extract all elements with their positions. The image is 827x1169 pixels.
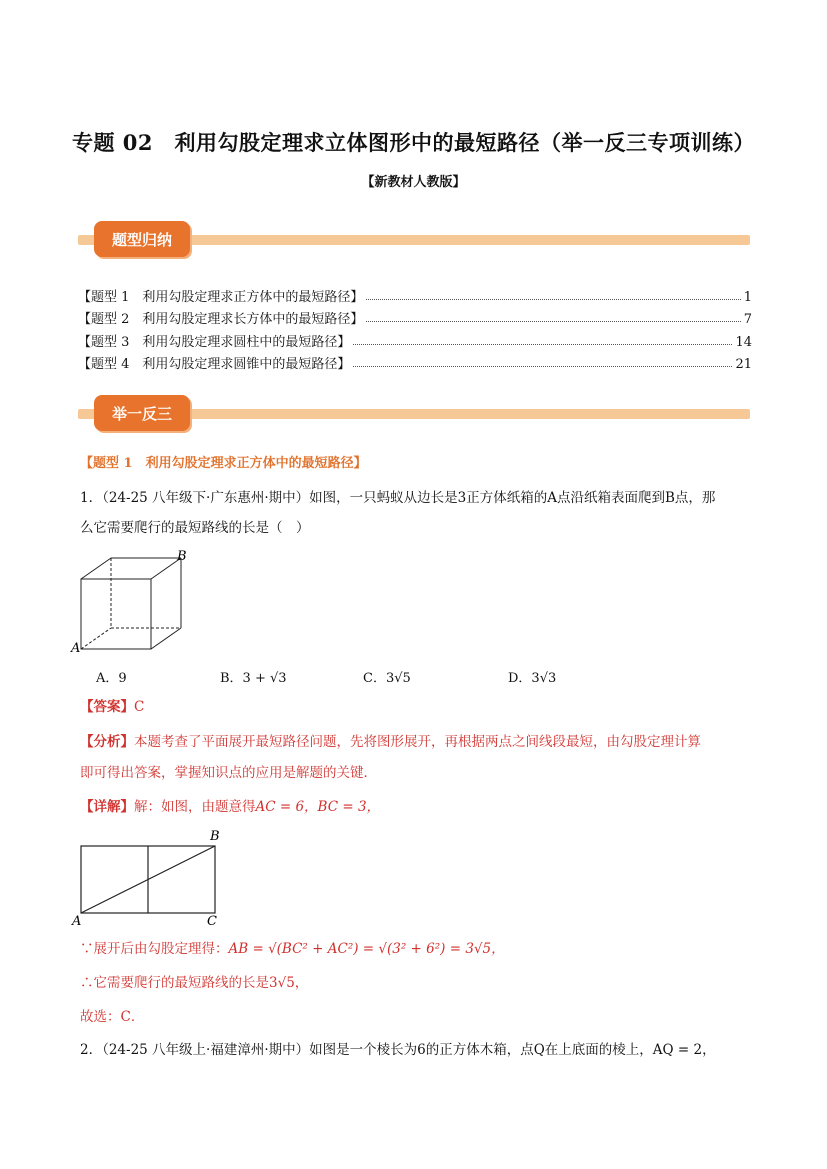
section-heading: 【题型 1 利用勾股定理求正方体中的最短路径】	[80, 456, 367, 471]
toc-item[interactable]	[78, 327, 752, 350]
page-title: 专题 02 利用勾股定理求立体图形中的最短路径（举一反三专项训练）	[71, 130, 756, 155]
detail-tag: 【详解】	[80, 799, 134, 815]
toc-item[interactable]	[78, 305, 752, 328]
banner-question-types	[78, 221, 750, 261]
step-1-text: ∵展开后由勾股定理得：	[80, 941, 229, 957]
step-2-text: ∴它需要爬行的最短路线的长是	[80, 975, 269, 991]
question-1-line-1: 1．（24-25 八年级下·广东惠州·期中）如图，一只蚂蚁从边长是3正方体纸箱的A点沿纸箱表面爬到B点，那	[80, 490, 716, 506]
toc-item-label[interactable]: 【题型 2 利用勾股定理求长方体中的最短路径】	[78, 312, 364, 327]
rect-vertex-a-label: A	[72, 914, 82, 929]
edition-subtitle: 【新教材人教版】	[361, 175, 466, 190]
toc-leader	[366, 299, 740, 300]
detail-math: AC = 6，BC = 3，	[255, 799, 381, 815]
analysis-text: 本题考查了平面展开最短路径问题，先将图形展开，再根据两点之间线段最短，由勾股定理计算	[134, 734, 701, 750]
answer-tag: 【答案】	[80, 699, 134, 715]
analysis-tag: 【分析】	[80, 734, 134, 750]
analysis-line-1	[80, 729, 701, 756]
cube-figure	[70, 548, 190, 658]
toc-item-page[interactable]: 1	[743, 289, 752, 305]
toc-item-label[interactable]: 【题型 3 利用勾股定理求圆柱中的最短路径】	[78, 334, 351, 350]
cube-edge	[151, 628, 181, 649]
step-2	[80, 970, 308, 997]
cube-vertex-a-label: A	[71, 641, 81, 656]
banner-examples	[78, 395, 750, 435]
choice-c[interactable]: C．3√5	[363, 671, 411, 686]
toc-item-page[interactable]: 7	[743, 312, 752, 327]
step-2-math: 3√5，	[269, 975, 309, 991]
toc-item[interactable]	[78, 282, 752, 305]
choice-d[interactable]: D．3√3	[508, 671, 557, 686]
cube-hidden-edge	[81, 628, 111, 649]
toc-leader	[366, 321, 740, 322]
toc-item-label[interactable]: 【题型 4 利用勾股定理求圆锥中的最短路径】	[78, 357, 351, 372]
answer-value: C	[134, 699, 145, 715]
detail-text: 解：如图，由题意得	[134, 799, 256, 815]
cube-front-face	[81, 579, 151, 649]
step-1	[80, 936, 505, 963]
toc-item-page[interactable]: 14	[735, 334, 752, 350]
choice-a[interactable]: A．9	[96, 671, 127, 686]
step-1-math: AB = √(BC² + AC²) = √(3² + 6²) = 3√5，	[228, 941, 505, 957]
question-2-line-1: 2．（24-25 八年级上·福建漳州·期中）如图是一个棱长为6的正方体木箱，点Q在上底面的棱上，AQ = 2，	[80, 1042, 716, 1058]
rect-vertex-c-label: C	[207, 914, 217, 929]
toc-item-page[interactable]: 21	[735, 357, 752, 372]
analysis-line-2: 即可得出答案，掌握知识点的应用是解题的关键．	[80, 765, 377, 781]
cube-edge	[81, 558, 111, 579]
table-of-contents	[78, 282, 752, 372]
detail-line	[80, 794, 380, 821]
answer-line	[80, 694, 144, 721]
rect-vertex-b-label: B	[210, 829, 220, 844]
toc-leader	[353, 366, 732, 367]
cube-vertex-b-label: B	[177, 549, 187, 564]
banner-label: 举一反三	[94, 395, 190, 431]
toc-leader	[353, 344, 732, 345]
toc-item-label[interactable]: 【题型 1 利用勾股定理求正方体中的最短路径】	[78, 289, 364, 305]
unfolded-rectangle-figure	[70, 826, 230, 930]
toc-item[interactable]	[78, 350, 752, 373]
conclusion: 故选：C．	[80, 1009, 145, 1025]
choice-b[interactable]: B．3 + √3	[220, 671, 287, 686]
banner-label: 题型归纳	[94, 221, 190, 257]
question-1-line-2: 么它需要爬行的最短路线的长是（ ）	[80, 520, 310, 536]
